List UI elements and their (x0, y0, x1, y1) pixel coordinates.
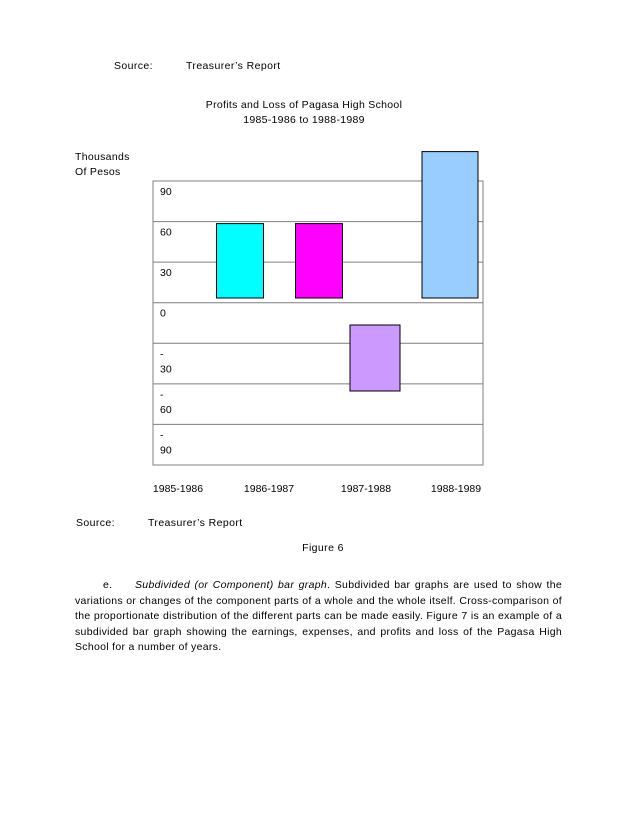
y-tick-label (160, 348, 172, 375)
y-tick-label (160, 389, 172, 416)
y-tick-label (160, 429, 172, 456)
chart-title: Profits and Loss of Pagasa High School (205, 99, 403, 111)
bar-1986-1987 (296, 224, 343, 298)
y-tick-label-line: 30 (160, 363, 172, 376)
y-axis-label-line-2: Of Pesos (75, 166, 121, 178)
y-tick-label (160, 308, 166, 320)
y-tick-label-line: - (160, 388, 164, 401)
bar-1985-1986 (217, 224, 264, 298)
y-tick-label-line: 30 (160, 267, 172, 280)
y-tick-label-line: 90 (160, 444, 172, 457)
figure-caption: Figure 6 (302, 542, 344, 554)
x-tick-label: 1986-1987 (243, 483, 295, 495)
y-tick-label-line: 60 (160, 226, 172, 239)
body-paragraph (75, 578, 562, 656)
y-tick-label-line: - (160, 348, 164, 361)
y-tick-label-line: 0 (160, 307, 166, 320)
bottom-source-value: Treasurer’s Report (148, 517, 243, 529)
paragraph-term: Subdivided (or Component) bar graph (135, 579, 328, 591)
paragraph-label: e. (103, 579, 113, 591)
y-tick-label-line: 90 (160, 186, 172, 198)
bottom-source-label: Source: (76, 517, 115, 529)
chart-subtitle: 1985-1986 to 1988-1989 (243, 114, 365, 126)
y-tick-label (160, 267, 172, 279)
top-source-value: Treasurer’s Report (186, 60, 281, 72)
y-axis-label-line-1: Thousands (75, 151, 130, 163)
y-tick-label-line: - (160, 429, 164, 442)
x-tick-label: 1985-1986 (152, 483, 204, 495)
y-tick-label (160, 227, 172, 239)
paragraph-text: . Subdivided bar graphs are used to show the variations or changes of the component parts of a whole and the whole itself. Cross-comparison of the proportionate distribution of the different parts can be made easily. Figure 7 is an example of a subdivided bar graph showing the earnings, expenses, and profits and loss of the Pagasa High School for a number of years. (75, 579, 562, 654)
x-tick-label: 1987-1988 (340, 483, 392, 495)
y-tick-label (160, 186, 172, 198)
x-tick-label: 1988-1989 (430, 483, 482, 495)
bar-1987-1988 (350, 325, 400, 391)
top-source-label: Source: (114, 60, 153, 72)
y-tick-label-line: 60 (160, 403, 172, 416)
bar-1988-1989 (422, 152, 478, 298)
bottom-source-line (76, 517, 243, 529)
